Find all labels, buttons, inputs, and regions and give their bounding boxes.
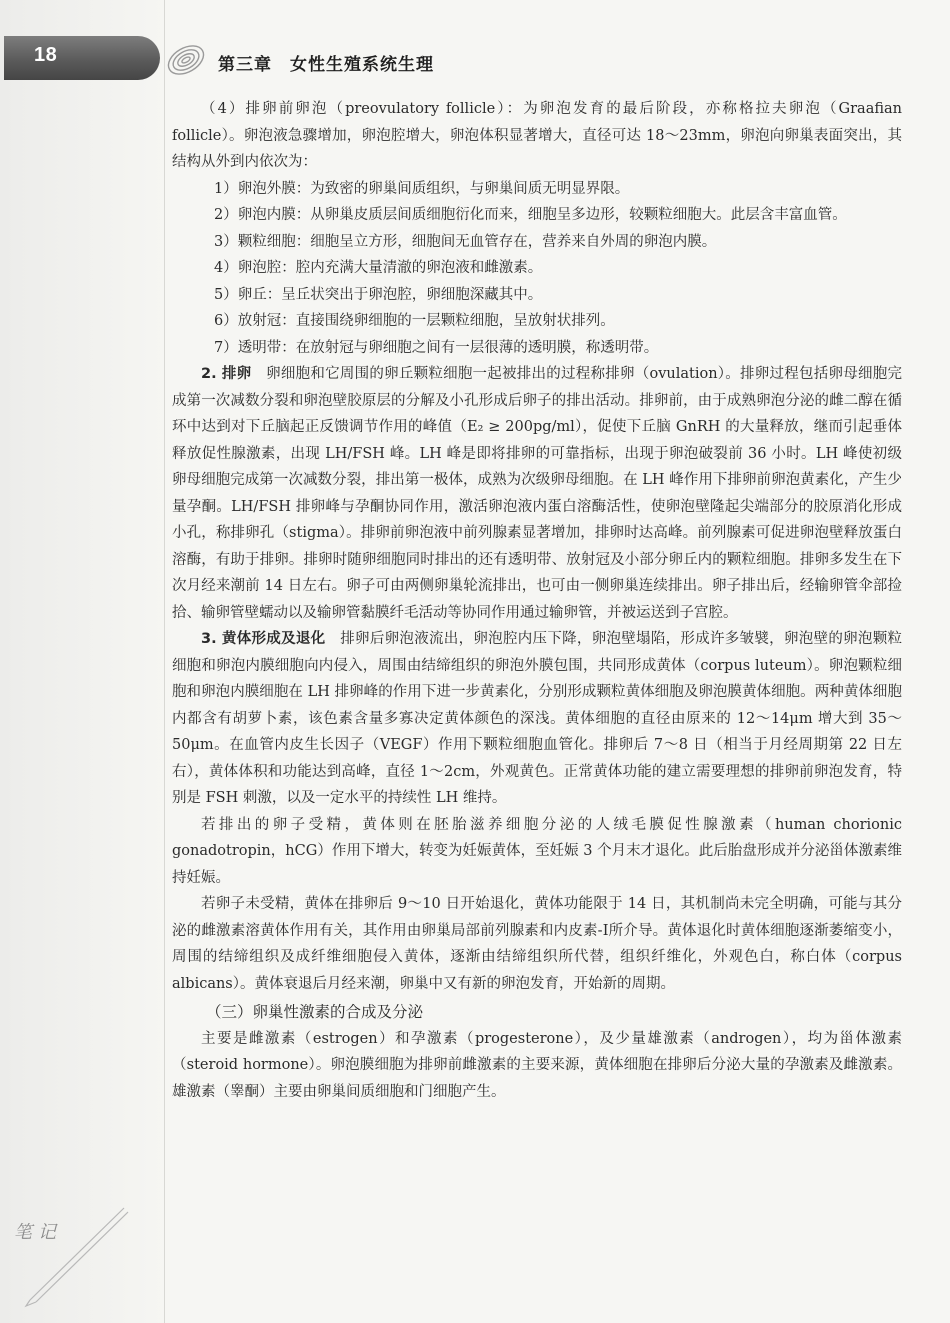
section-text-corpus-luteum: 排卵后卵泡液流出，卵泡腔内压下降，卵泡壁塌陷，形成许多皱襞，卵泡壁的卵泡颗粒细胞和卵泡内膜细胞向内侵入，周围由结缔组织的卵泡外膜包围，共同形成黄体（corpus luteum）。卵泡颗粒细胞和卵泡内膜细胞在 LH 排卵峰的作用下进一步黄素化，分别形成颗粒黄体细胞及卵泡膜黄体细胞。两种黄体细胞内都含有胡萝卜素，该色素含量多寡决定黄体颜色的深浅。黄体细胞的直径由原来的 12～14μm 增大到 35～50μm。在血管内皮生长因子（VEGF）作用下颗粒细胞血管化。排卵后 7～8 日（相当于月经周期第 22 日左右），黄体体积和功能达到高峰，直径 1～2cm，外观黄色。正常黄体功能的建立需要理想的排卵前卵泡发育，特别是 FSH 刺激，以及一定水平的持续性 LH 维持。 xyxy=(172,631,902,806)
list-item: 2）卵泡内膜：从卵巢皮质层间质细胞衍化而来，细胞呈多边形，较颗粒细胞大。此层含丰富血管。 xyxy=(214,207,847,223)
section-heading-corpus-luteum: 3. 黄体形成及退化 xyxy=(201,631,326,647)
list-item: 6）放射冠：直接围绕卵细胞的一层颗粒细胞，呈放射状排列。 xyxy=(214,313,615,329)
paragraph-fertilized: 若排出的卵子受精，黄体则在胚胎滋养细胞分泌的人绒毛膜促性腺激素（human chorionic gonadotropin，hCG）作用下增大，转变为妊娠黄体，至妊娠 3 个月末才退化。此后胎盘形成并分泌甾体激素维持妊娠。 xyxy=(172,816,902,886)
page-number-tab xyxy=(4,36,160,80)
subsection-heading xyxy=(172,999,902,1026)
subsection-title: （三）卵巢性激素的合成及分泌 xyxy=(206,1003,424,1021)
page-content xyxy=(172,96,902,1105)
list-item: 3）颗粒细胞：细胞呈立方形，细胞间无血管存在，营养来自外周的卵泡内膜。 xyxy=(214,233,717,250)
notes-label: 笔记 xyxy=(14,1222,62,1243)
page-number: 18 xyxy=(34,44,58,66)
section-text-ovulation: 卵细胞和它周围的卵丘颗粒细胞一起被排出的过程称排卵（ovulation）。排卵过程包括卵母细胞完成第一次减数分裂和卵泡壁胶原层的分解及小孔形成后卵子的排出活动。排卵前，由于成熟卵泡分泌的雌二醇在循环中达到对下丘脑起正反馈调节作用的峰值（E₂ ≥ 200pg/ml），促使下丘脑 GnRH 的大量释放，继而引起垂体释放促性腺激素，出现 LH/FSH 峰。LH 峰是即将排卵的可靠指标，出现于卵泡破裂前 36 小时。LH 峰使初级卵母细胞完成第一次减数分裂，排出第一极体，成熟为次级卵母细胞。在 LH 峰作用下排卵前卵泡黄素化，产生少量孕酮。LH/FSH 排卵峰与孕酮协同作用，激活卵泡液内蛋白溶酶活性，使卵泡壁隆起尖端部分的胶原消化形成小孔，称排卵孔（stigma）。排卵前卵泡液中前列腺素显著增加，排卵时达高峰。前列腺素可促进卵泡壁释放蛋白溶酶，有助于排卵。排卵时随卵细胞同时排出的还有透明带、放射冠及小部分卵丘内的颗粒细胞。排卵多发生在下次月经来潮前 14 日左右。卵子可由两侧卵巢轮流排出，也可由一侧卵巢连续排出。卵子排出后，经输卵管伞部捡拾、输卵管壁蠕动以及输卵管黏膜纤毛活动等协同作用通过输卵管，并被运送到子宫腔。 xyxy=(172,366,902,621)
pencil-icon xyxy=(12,1200,132,1310)
chapter-title: 第三章 女性生殖系统生理 xyxy=(218,55,434,75)
section-corpus-luteum xyxy=(172,626,902,812)
list-item: 5）卵丘：呈丘状突出于卵泡腔，卵细胞深藏其中。 xyxy=(214,286,543,303)
page-spine-shading xyxy=(0,0,168,1323)
list-item: 1）卵泡外膜：为致密的卵巢间质组织，与卵巢间质无明显界限。 xyxy=(214,180,630,197)
section-ovulation xyxy=(172,361,902,626)
paragraph-preovulatory-follicle: （4）排卵前卵泡（preovulatory follicle）：为卵泡发育的最后阶段，亦称格拉夫卵泡（Graafian follicle）。卵泡液急骤增加，卵泡腔增大，卵泡体积显著增大，直径可达 18～23mm，卵泡向卵巢表面突出，其结构从外到内依次为： xyxy=(172,101,902,170)
section-heading-ovulation: 2. 排卵 xyxy=(201,366,252,382)
paragraph-sex-hormones: 主要是雌激素（estrogen）和孕激素（progesterone），及少量雄激素（androgen），均为甾体激素（steroid hormone）。卵泡膜细胞为排卵前雌激素的主要来源，黄体细胞在排卵后分泌大量的孕激素及雌激素。雄激素（睾酮）主要由卵巢间质细胞和门细胞产生。 xyxy=(172,1030,902,1100)
list-item: 4）卵泡腔：腔内充满大量清澈的卵泡液和雌激素。 xyxy=(214,260,543,276)
list-item: 7）透明带：在放射冠与卵细胞之间有一层很薄的透明膜，称透明带。 xyxy=(214,339,659,356)
spine-divider xyxy=(164,0,165,1323)
paragraph-unfertilized: 若卵子未受精，黄体在排卵后 9～10 日开始退化，黄体功能限于 14 日，其机制尚未完全明确，可能与其分泌的雌激素溶黄体作用有关，其作用由卵巢局部前列腺素和内皮素-Ⅰ所介导。黄体退化时黄体细胞逐渐萎缩变小，周围的结缔组织及成纤维细胞侵入黄体，逐渐由结缔组织所代替，组织纤维化，外观色白，称白体（corpus albicans）。黄体衰退后月经来潮，卵巢中又有新的卵泡发育，开始新的周期。 xyxy=(172,896,902,992)
swirl-logo-icon xyxy=(164,38,208,82)
